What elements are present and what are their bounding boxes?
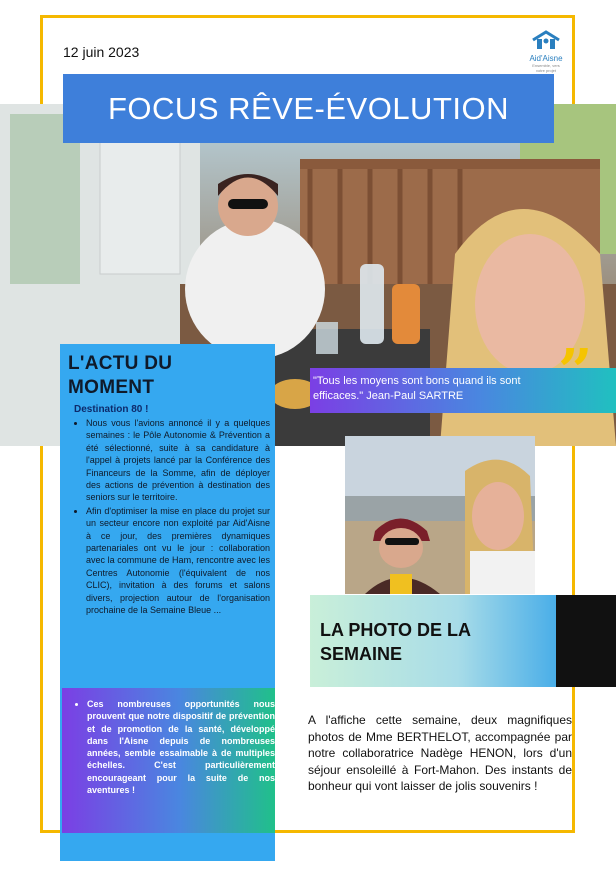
actu-title-line2: MOMENT: [68, 377, 155, 398]
aidaisne-logo: [528, 30, 564, 73]
highlight-text: • Ces nombreuses opportunités nous prouvent que notre dispositif de prévention et de promotion de la santé, développé dans l'Aisne depuis de nombreuses années, semble essaimable à de multiples échelles. C'est particulièrement encourageant pour la suite de nos aventures !: [87, 698, 275, 796]
photo-semaine-title: [320, 618, 540, 666]
logo-name: Aid'Aisne: [529, 54, 563, 63]
photo-semaine-text: A l'affiche cette semaine, deux magnifiques photos de Mme BERTHELOT, accompagnée par notre collaboratrice Nadège HENON, lors d'un séjour ensoleillé à Fort-Mahon. Des instants de bonheur qui vont laisser de jolis souvenirs !: [308, 713, 572, 793]
actu-subtitle: Destination 80 !: [74, 404, 149, 415]
actu-body: [74, 417, 270, 618]
highlight-box: [62, 688, 275, 833]
quote-mark-icon: ”: [558, 337, 593, 407]
photo-title-accent: [556, 595, 616, 687]
actu-title: [68, 352, 258, 400]
actu-title-line1: L'ACTU DU: [68, 353, 173, 374]
photo-title-line1: LA PHOTO DE LA: [320, 620, 472, 640]
house-logo-icon: [531, 30, 561, 50]
logo-tagline: Ensemble, vers votre projet: [532, 63, 560, 73]
list-item: • Nous vous l'avions annoncé il y a quelques semaines : le Pôle Autonomie & Prévention a été sélectionné, suite à sa candidature à l'appel à projets lancé par la Conférence des Financeurs de la Somme, afin de déployer des actions de prévention à destination des seniors sur le territoire.: [86, 417, 270, 504]
page-title: FOCUS RÊVE-ÉVOLUTION: [63, 74, 554, 143]
photo-title-line2: SEMAINE: [320, 644, 403, 664]
quote-text: "Tous les moyens sont bons quand ils sont efficaces." Jean-Paul SARTRE: [313, 375, 521, 402]
photo-beach: [345, 436, 535, 594]
list-item: • Afin d'optimiser la mise en place du projet sur un secteur encore non exploité par Aid'Aisne à ce jour, des premières dynamiques partenariales ont vu le jour : collaboration avec la commune de Ham, rencontre avec les Centres Autonomie (l'équivalent de nos CLIC), invitation à des forums et salons divers, projection autour de l'organisation prochaine de la Semaine Bleue ...: [86, 505, 270, 617]
issue-date: 12 juin 2023: [63, 44, 140, 60]
